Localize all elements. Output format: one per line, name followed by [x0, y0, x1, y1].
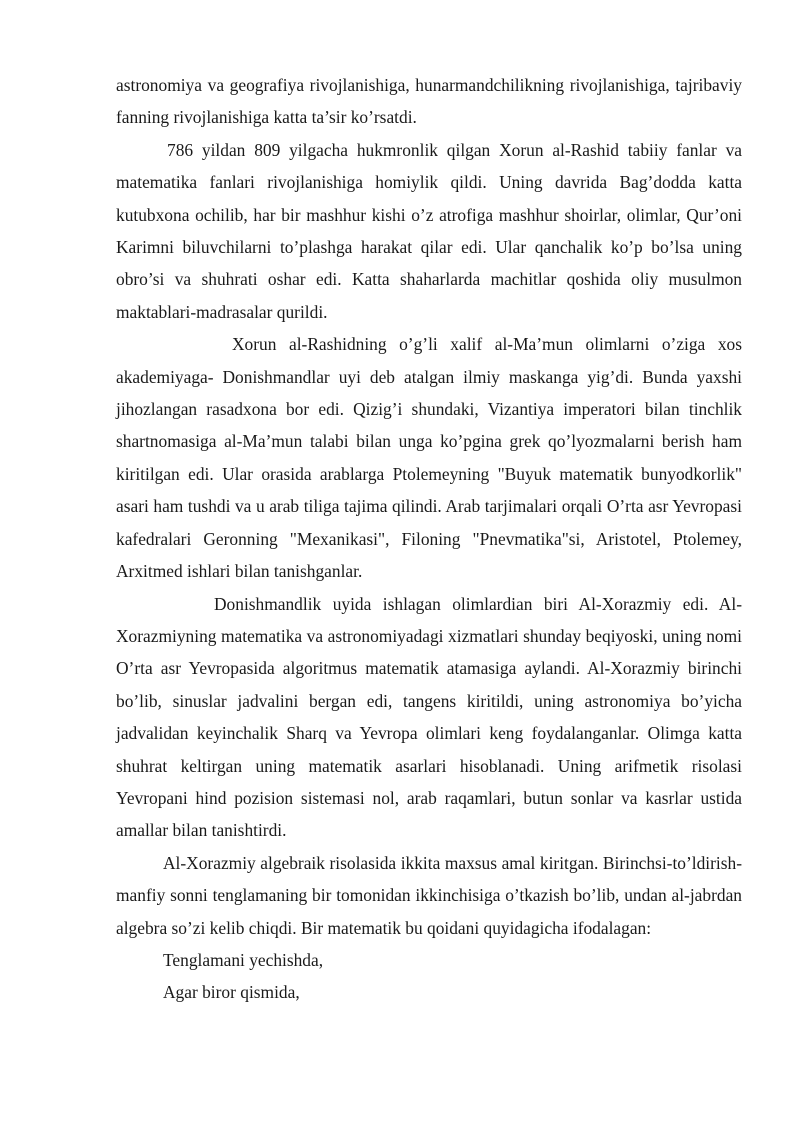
- paragraph-al-mamun: Xorun al-Rashidning o’g’li xalif al-Ma’mun olimlarni o’ziga xos akademiyaga- Donishmandlar uyi deb atalgan ilmiy maskanga yig’di. Bunda yaxshi jihozlangan rasadxona bor edi. Qizig’i shundaki, Vizantiya imperatori bilan tinchlik shartnomasiga al-Ma’mun talabi bilan unga ko’pgina grek qo’lyozmalarni berish ham kiritilgan edi. Ular orasida arablarga Ptolemeyning "Buyuk matematik bunyodkorlik" asari ham tushdi va u arab tiliga tajima qilindi. Arab tarjimalari orqali O’rta asr Yevropasi kafedralari Geronning "Mexanikasi", Filoning "Pnevmatika"si, Aristotel, Ptolemey, Arxitmed ishlari bilan tanishganlar.: [116, 334, 742, 582]
- paragraph-harun-al-rashid: 786 yildan 809 yilgacha hukmronlik qilgan Xorun al-Rashid tabiiy fanlar va matematika fanlari rivojlanishiga homiylik qildi. Uning davrida Bag’dodda katta kutubxona ochilib, har bir mashhur kishi o’z atrofiga mashhur shoirlar, olimlar, Qur’oni Karimni biluvchilarni to’plashga harakat qilar edi. Ular qanchalik ko’p bo’lsa uning obro’si va shuhrati oshar edi. Katta shaharlarda machitlar qoshida oliy musulmon maktablari-madrasalar qurildi.: [116, 139, 742, 322]
- paragraph-algebra: Al-Xorazmiy algebraik risolasida ikkita maxsus amal kiritgan. Birinchsi-to’ldirish-manfiy sonni tenglamaning bir tomonidan ikkinchisiga o’tkazish bo’lib, undan al-jabrdan algebra so’zi kelib chiqdi. Bir matematik bu qoidani quyidagicha ifodalagan:: [116, 852, 742, 938]
- paragraph-continuation: astronomiya va geografiya rivojlanishiga, hunarmandchilikning rivojlanishiga, tajribaviy fanning rivojlanishiga katta ta’sir ko’rsatdi.: [116, 75, 742, 128]
- paragraph-al-xorazmiy: Donishmandlik uyida ishlagan olimlardian biri Al-Xorazmiy edi. Al-Xorazmiyning matematika va astronomiyadagi xizmatlari shunday beqiyoski, uning nomi O’rta asr Yevropasida algoritmus matematik atamasiga aylandi. Al-Xorazmiy birinchi bo’lib, sinuslar jadvalini bergan edi, tangens kiritildi, uning astronomiya bo’yicha jadvalidan keyinchalik Sharq va Yevropa olimlari keng foydalanganlar. Olimga katta shuhrat keltirgan uning matematik asarlari hisoblanadi. Uning arifmetik risolasi Yevropani hind pozision sistemasi nol, arab raqamlari, butun sonlar va kasrlar ustida amallar bilan tanishtirdi.: [116, 593, 742, 841]
- verse-line: Tenglamani yechishda,: [163, 949, 324, 970]
- document-page: [116, 69, 742, 1009]
- verse-line: Agar biror qismida,: [163, 982, 300, 1003]
